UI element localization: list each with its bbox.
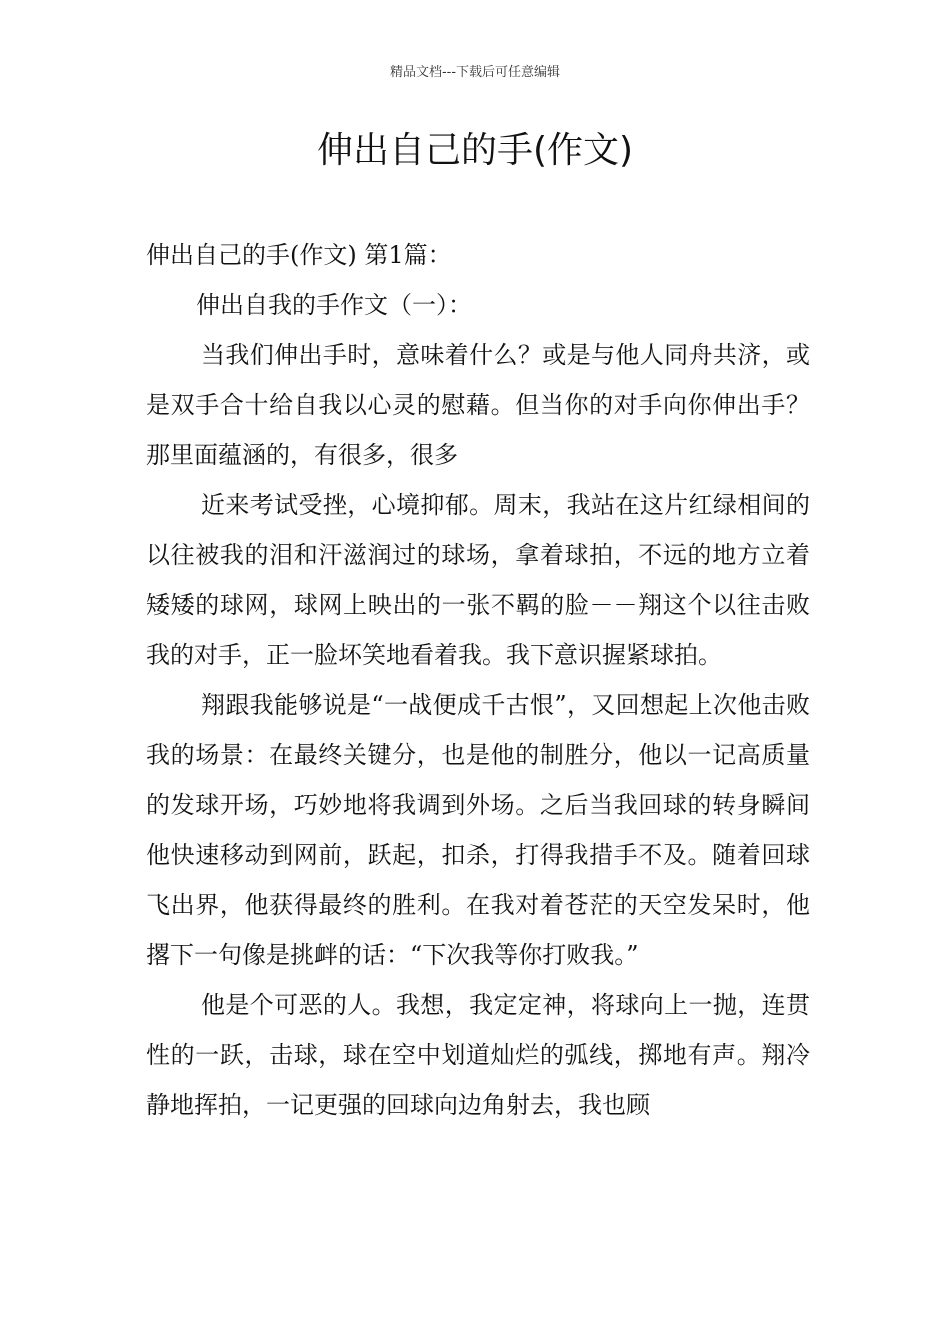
paragraph-3: 翔跟我能够说是“一战便成千古恨”，又回想起上次他击败我的场景：在最终关键分，也是他的制胜分，他以一记高质量的发球开场，巧妙地将我调到外场。之后当我回球的转身瞬间他快速移动到网前，跃起，扣杀，打得我措手不及。随着回球飞出界，他获得最终的胜利。在我对着苍茫的天空发呆时，他撂下一句像是挑衅的话：“下次我等你打败我。” xyxy=(146,691,810,969)
paragraph-2: 近来考试受挫，心境抑郁。周末，我站在这片红绿相间的以往被我的泪和汗滋润过的球场，拿着球拍，不远的地方立着矮矮的球网，球网上映出的一张不羁的脸－－翔这个以往击败我的对手，正一脸坏笑地看着我。我下意识握紧球拍。 xyxy=(146,491,810,669)
document-body xyxy=(146,230,810,1130)
section-heading: 伸出自己的手(作文) 第1篇： xyxy=(146,241,452,269)
paragraph-1: 当我们伸出手时，意味着什么？或是与他人同舟共济，或是双手合十给自我以心灵的慰藉。但当你的对手向你伸出手？那里面蕴涵的，有很多，很多 xyxy=(146,341,810,469)
sub-heading: 伸出自我的手作文（一）： xyxy=(196,291,472,319)
document-title: 伸出自己的手(作文) xyxy=(316,130,634,171)
paragraph-4: 他是个可恶的人。我想，我定定神，将球向上一抛，连贯性的一跃，击球，球在空中划道灿烂的弧线，掷地有声。翔冷静地挥拍，一记更强的回球向边角射去，我也顾 xyxy=(146,991,810,1119)
page-header: 精品文档---下载后可任意编辑 xyxy=(389,65,561,80)
